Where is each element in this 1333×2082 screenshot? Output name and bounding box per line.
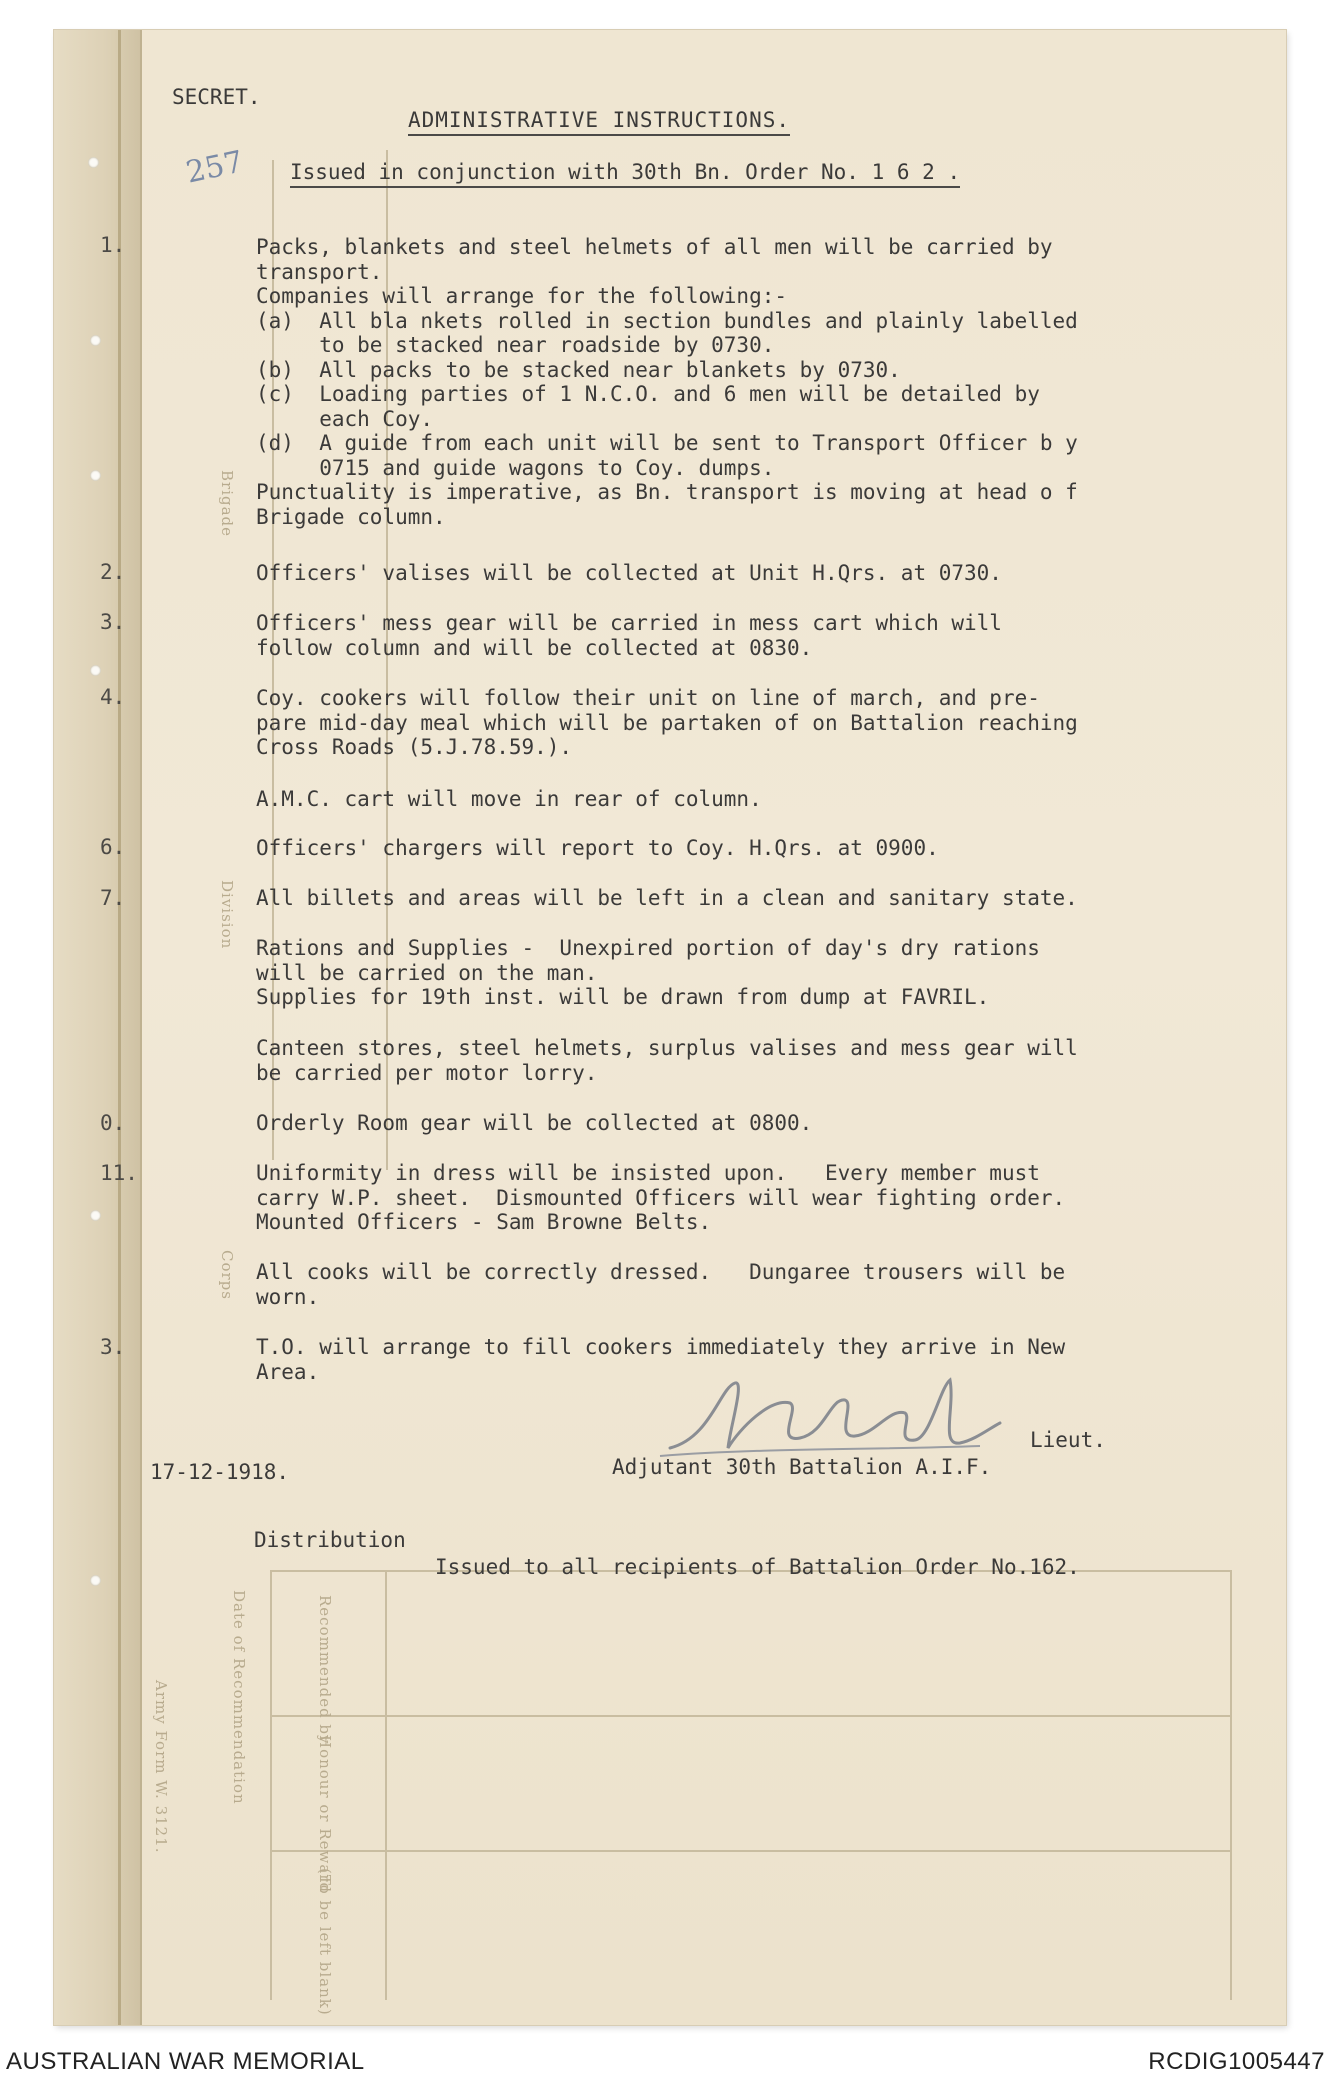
item-number: 11. xyxy=(100,1161,138,1185)
binding-fold xyxy=(118,30,121,2025)
form-label-blank: (To be left blank) xyxy=(316,1868,334,2016)
signature-rank: Lieut. xyxy=(1030,1428,1106,1452)
form-label-date: Date of Recommendation xyxy=(230,1590,248,1805)
form-rule xyxy=(270,1715,1230,1717)
item-text: Officers' mess gear will be carried in mess cart which will follow column and will be collected at 0830. xyxy=(256,611,1002,660)
punch-hole xyxy=(90,1575,101,1586)
item-text: Officers' chargers will report to Coy. H.Qrs. at 0900. xyxy=(256,836,939,860)
item-text: Packs, blankets and steel helmets of all men will be carried by transport. Companies will arrange for the following:- (a) All bla nkets rolled in section bundles and plainly labelled to be stacked near roadside by 0730. (b) All packs to be stacked near blankets by 0730. (c) Loading parties of 1 N.C.O. and 6 men will be detailed by each Coy. (d) A guide from each unit will be sent to Transport Officer b y 0715 and guide wagons to Coy. dumps. Punctuality is imperative, as Bn. transport is moving at head o f Brigade column. xyxy=(256,235,1078,529)
form-label-army-form: Army Form W. 3121. xyxy=(152,1680,170,1854)
document-subtitle: Issued in conjunction with 30th Bn. Order No. 1 6 2 . xyxy=(290,160,960,188)
item-text: Coy. cookers will follow their unit on line of march, and pre- pare mid-day meal which will be partaken of on Battalion reaching Cross Roads (5.J.78.59.). xyxy=(256,686,1078,759)
form-rule xyxy=(270,1570,272,2000)
handwritten-folio-number: 257 xyxy=(182,144,247,191)
item-number: 3. xyxy=(100,610,126,634)
document-title: ADMINISTRATIVE INSTRUCTIONS. xyxy=(408,108,790,136)
item-number: 4. xyxy=(100,685,126,709)
signature-title: Adjutant 30th Battalion A.I.F. xyxy=(612,1455,992,1479)
item-text: Officers' valises will be collected at Unit H.Qrs. at 0730. xyxy=(256,561,1002,585)
form-rule xyxy=(385,1570,387,2000)
punch-hole xyxy=(90,1210,101,1221)
item-number: 3. xyxy=(100,1335,126,1359)
item-number: 2. xyxy=(100,560,126,584)
form-label-recommended: Recommended by xyxy=(316,1595,334,1745)
item-number: 0. xyxy=(100,1111,126,1135)
distribution-text: Issued to all recipients of Battalion Order No.162. xyxy=(435,1555,1080,1579)
footer-catalog-id: RCDIG1005447 xyxy=(1148,2048,1325,2075)
form-label-honour: Honour or Reward xyxy=(316,1735,334,1894)
punch-hole xyxy=(88,157,99,168)
form-label-brigade: Brigade xyxy=(218,470,236,538)
item-text: All cooks will be correctly dressed. Dungaree trousers will be worn. xyxy=(256,1260,1066,1309)
item-number: 7. xyxy=(100,886,126,910)
classification-label: SECRET. xyxy=(172,85,261,109)
form-rule xyxy=(1230,1570,1232,2000)
item-text: All billets and areas will be left in a clean and sanitary state. xyxy=(256,886,1078,910)
document-date: 17-12-1918. xyxy=(150,1460,290,1484)
punch-hole xyxy=(90,470,101,481)
footer-institution: AUSTRALIAN WAR MEMORIAL xyxy=(6,2048,365,2075)
form-label-corps: Corps xyxy=(218,1250,236,1300)
item-text: A.M.C. cart will move in rear of column. xyxy=(256,787,762,811)
form-label-division: Division xyxy=(218,880,236,950)
item-text: Orderly Room gear will be collected at 0800. xyxy=(256,1111,813,1135)
signature-drawing xyxy=(650,1368,1010,1468)
item-number: 1. xyxy=(100,233,126,257)
item-text: Canteen stores, steel helmets, surplus valises and mess gear will be carried per motor lorry. xyxy=(256,1036,1078,1085)
punch-hole xyxy=(90,335,101,346)
binding-margin xyxy=(54,30,142,2025)
item-text: T.O. will arrange to fill cookers immediately they arrive in New Area. xyxy=(256,1335,1066,1384)
item-text: Rations and Supplies - Unexpired portion of day's dry rations will be carried on the man. Supplies for 19th inst. will be drawn from dump at FAVRIL. xyxy=(256,936,1040,1009)
punch-hole xyxy=(90,665,101,676)
item-number: 6. xyxy=(100,835,126,859)
item-text: Uniformity in dress will be insisted upon. Every member must carry W.P. sheet. Dismounted Officers will wear fighting order. Mounted Officers - Sam Browne Belts. xyxy=(256,1161,1066,1234)
distribution-label: Distribution xyxy=(254,1528,406,1552)
form-rule xyxy=(270,1850,1230,1852)
